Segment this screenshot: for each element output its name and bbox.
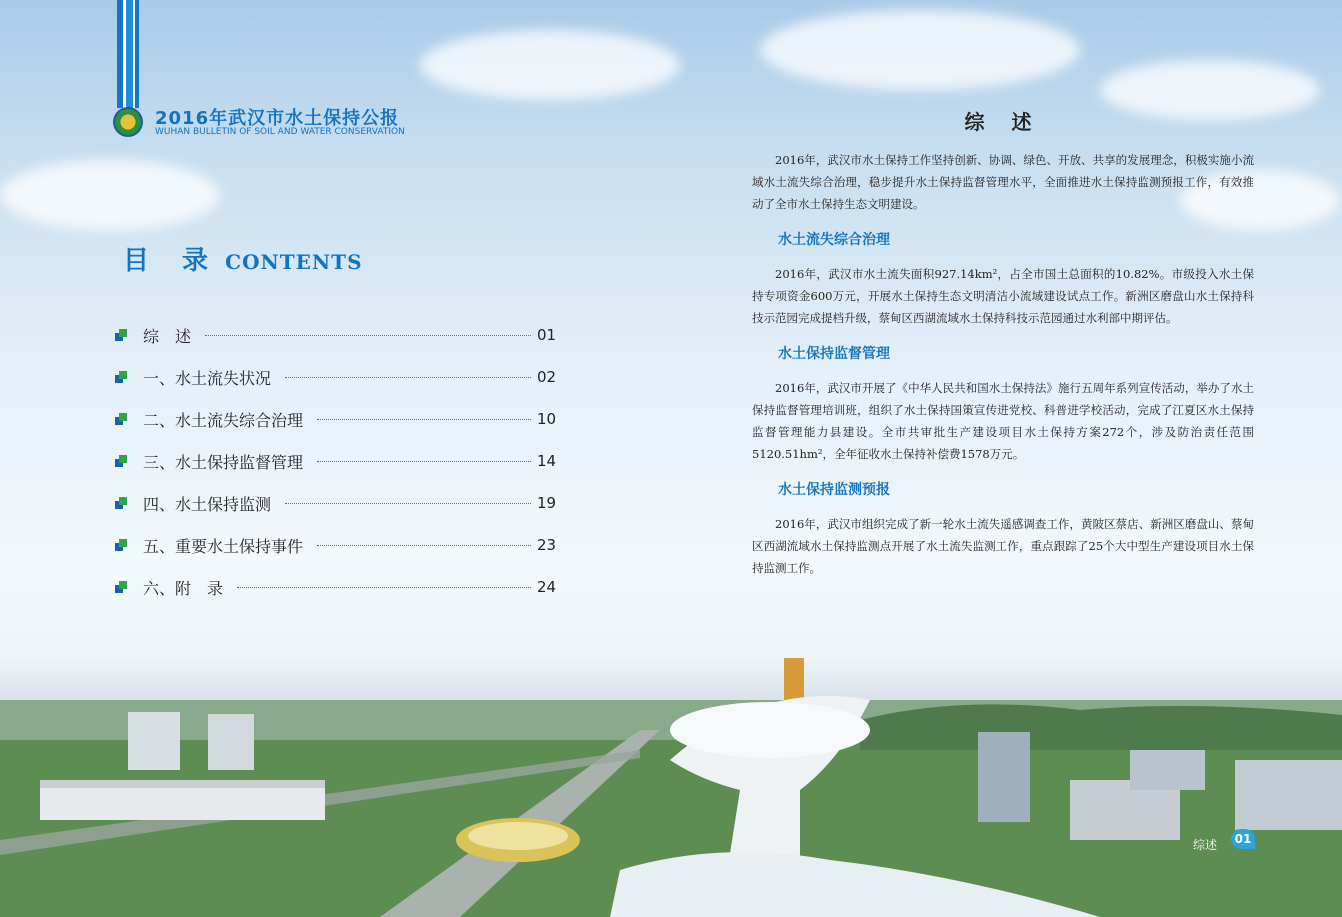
cloud <box>760 10 1080 90</box>
toc-item-page: 23 <box>537 536 557 554</box>
toc-item[interactable] <box>115 566 555 608</box>
leader-dots <box>237 586 531 588</box>
toc-item-page: 14 <box>537 452 557 470</box>
leader-dots <box>285 502 531 504</box>
leader-dots <box>317 460 531 462</box>
section-heading: 水土保持监测预报 <box>778 482 890 498</box>
toc-item[interactable] <box>115 524 555 566</box>
toc-item-label: 四、水土保持监测 <box>143 494 272 514</box>
toc-heading-cn: 目 录 <box>123 246 221 276</box>
bullet-icon <box>115 413 127 425</box>
toc-item[interactable] <box>115 440 555 482</box>
leader-dots <box>285 376 531 378</box>
bullet-icon <box>115 371 127 383</box>
toc-item-page: 19 <box>537 494 557 512</box>
leader-dots <box>317 544 531 546</box>
report-title: 2016年武汉市水土保持公报 <box>155 108 400 129</box>
summary-page <box>752 106 1254 579</box>
toc-heading-en: CONTENTS <box>225 250 363 274</box>
header-ribbon <box>117 0 139 108</box>
toc-item[interactable] <box>115 482 555 524</box>
leader-dots <box>205 334 531 336</box>
toc-item-label: 二、水土流失综合治理 <box>143 410 304 430</box>
toc-heading <box>123 240 363 277</box>
toc-item-page: 24 <box>537 578 557 596</box>
toc-item-page: 02 <box>537 368 557 386</box>
toc-item-label: 三、水土保持监督管理 <box>143 452 304 472</box>
section-heading: 水土保持监督管理 <box>778 346 890 362</box>
footer-section-label: 综述 <box>1193 838 1218 852</box>
soil-water-emblem-icon <box>113 107 143 137</box>
bullet-icon <box>115 539 127 551</box>
cityscape-illustration <box>0 640 1342 917</box>
toc-item-label: 六、附 录 <box>143 578 224 598</box>
toc-item-page: 10 <box>537 410 557 428</box>
toc-list <box>115 314 555 608</box>
section-text: 2016年，武汉市开展了《中华人民共和国水土保持法》施行五周年系列宣传活动，举办了水土保持监督管理培训班，组织了水土保持国策宣传进党校、科普进学校活动，完成了江夏区水土保持监督管理能力县建设。全市共审批生产建设项目水土保持方案272个，涉及防治责任范围5120.51hm²，全年征收水土保持补偿费1578万元。 <box>752 381 1254 461</box>
page-number-badge: 01 <box>1231 829 1255 849</box>
bullet-icon <box>115 497 127 509</box>
toc-item[interactable] <box>115 398 555 440</box>
cloud <box>420 30 680 100</box>
section-text: 2016年，武汉市水土流失面积927.14km²，占全市国土总面积的10.82%。市级投入水土保持专项资金600万元，开展水土保持生态文明清洁小流域建设试点工作。新洲区磨盘山水土保持科技示范园完成提档升级，蔡甸区西湖流域水土保持科技示范园通过水利部中期评估。 <box>752 267 1254 325</box>
toc-item[interactable] <box>115 314 555 356</box>
section-heading: 水土流失综合治理 <box>778 232 890 248</box>
toc-item-label: 五、重要水土保持事件 <box>143 536 304 556</box>
leader-dots <box>317 418 531 420</box>
bullet-icon <box>115 455 127 467</box>
toc-item[interactable] <box>115 356 555 398</box>
toc-item-page: 01 <box>537 326 557 344</box>
toc-item-label: 综 述 <box>143 326 192 346</box>
section-text: 2016年，武汉市组织完成了新一轮水土流失遥感调查工作，黄陂区蔡店、新洲区磨盘山、蔡甸区西湖流域水土保持监测点开展了水土流失监测工作，重点跟踪了25个大中型生产建设项目水土保持监测工作。 <box>752 517 1254 575</box>
summary-title: 综 述 <box>964 110 1042 134</box>
bullet-icon <box>115 581 127 593</box>
cloud <box>0 160 220 230</box>
report-subtitle: WUHAN BULLETIN OF SOIL AND WATER CONSERVATION <box>155 127 405 137</box>
bullet-icon <box>115 329 127 341</box>
summary-intro: 2016年，武汉市水土保持工作坚持创新、协调、绿色、开放、共享的发展理念，积极实施小流域水土流失综合治理，稳步提升水土保持监督管理水平，全面推进水土保持监测预报工作，有效推动了全市水土保持生态文明建设。 <box>752 153 1254 211</box>
toc-item-label: 一、水土流失状况 <box>143 368 272 388</box>
